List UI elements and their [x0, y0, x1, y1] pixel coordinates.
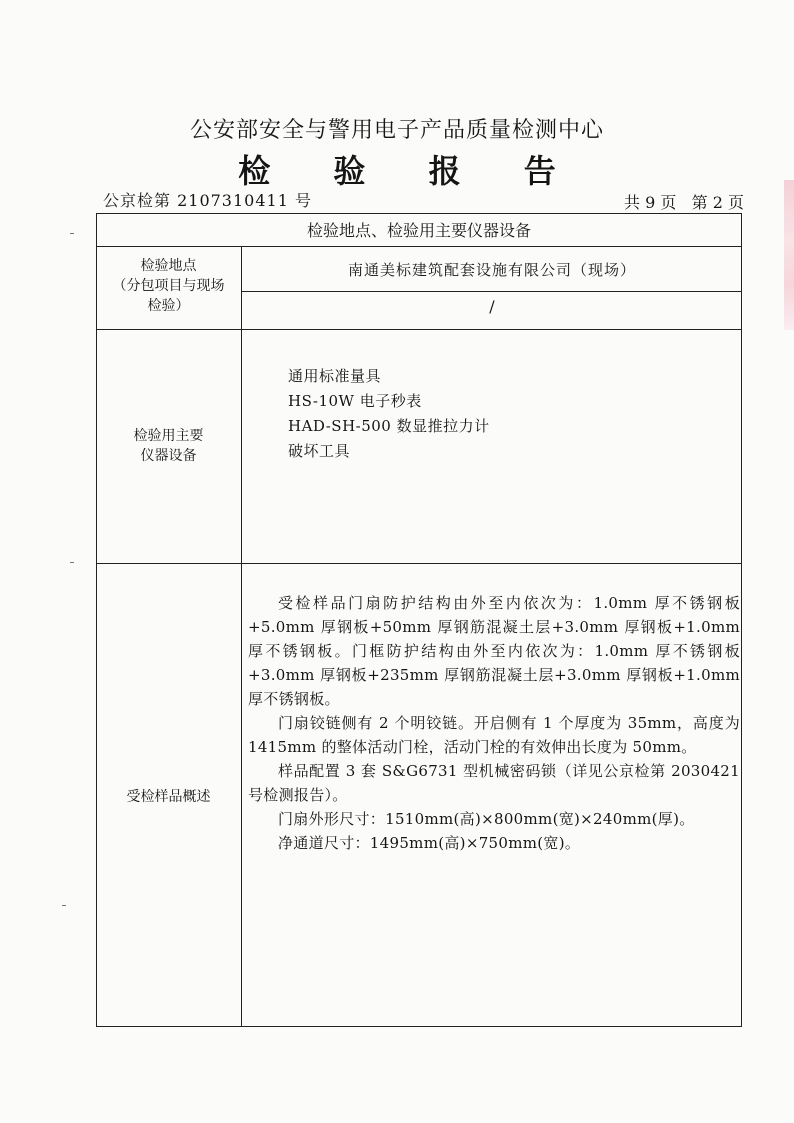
row-divider: [96, 246, 742, 247]
scan-mark: [70, 562, 74, 563]
sample-label: 受检样品概述: [126, 789, 211, 805]
row-divider: [96, 329, 742, 330]
equipment-item: HAD-SH-500 数显推拉力计: [288, 417, 490, 435]
location-label-note-1: （分包项目与现场: [112, 278, 225, 294]
equipment-item: HS-10W 电子秒表: [288, 392, 422, 410]
equipment-list: [288, 364, 490, 464]
location-label: [96, 256, 241, 316]
scan-mark: [70, 233, 74, 234]
description-paragraph: 门扇外形尺寸：1510mm(高)×800mm(宽)×240mm(厚)。: [278, 810, 695, 828]
seal-stamp-edge: [784, 180, 794, 330]
location-label-note-2: 检验）: [147, 298, 190, 314]
location-label-text: 检验地点: [140, 258, 197, 274]
sample-description: [248, 591, 740, 855]
subcontract-value: /: [489, 297, 495, 316]
equipment-label-line-2: 仪器设备: [140, 448, 197, 464]
column-divider: [241, 246, 242, 1027]
description-paragraph: 样品配置 3 套 S&G6731 型机械密码锁（详见公京检第 2030421 号检测报告）。: [248, 762, 740, 804]
description-paragraph: 受检样品门扇防护结构由外至内依次为：1.0mm 厚不锈钢板+5.0mm 厚钢板+50mm 厚钢筋混凝土层+3.0mm 厚钢板+1.0mm 厚不锈钢板。门框防护结构由外至内依次为：1.0mm 厚不锈钢板+3.0mm 厚钢板+235mm 厚钢筋混凝土层+3.0mm 厚钢板+1.0mm 厚不锈钢板。: [248, 594, 740, 708]
row-divider: [242, 291, 742, 292]
equipment-item: 通用标准量具: [288, 367, 382, 385]
row-divider: [96, 563, 742, 564]
location-value: 南通美标建筑配套设施有限公司（现场）: [347, 261, 636, 279]
section-header: 检验地点、检验用主要仪器设备: [306, 221, 531, 240]
equipment-item: 破坏工具: [288, 442, 351, 460]
organization-title: 公安部安全与警用电子产品质量检测中心: [189, 118, 604, 143]
description-paragraph: 净通道尺寸：1495mm(高)×750mm(宽)。: [278, 834, 581, 852]
equipment-label-line-1: 检验用主要: [133, 428, 204, 444]
document-title: 检 验 报 告: [238, 152, 582, 190]
equipment-label: [96, 426, 241, 466]
page-indicator: [624, 190, 744, 213]
current-page: 第 2 页: [691, 193, 744, 212]
total-pages: 共 9 页: [624, 193, 677, 212]
description-paragraph: 门扇铰链侧有 2 个明铰链。开启侧有 1 个厚度为 35mm，高度为 1415mm 的整体活动门栓，活动门栓的有效伸出长度为 50mm。: [248, 714, 740, 756]
scan-mark: [62, 905, 66, 906]
report-number: 公京检第 2107310411 号: [103, 191, 312, 210]
